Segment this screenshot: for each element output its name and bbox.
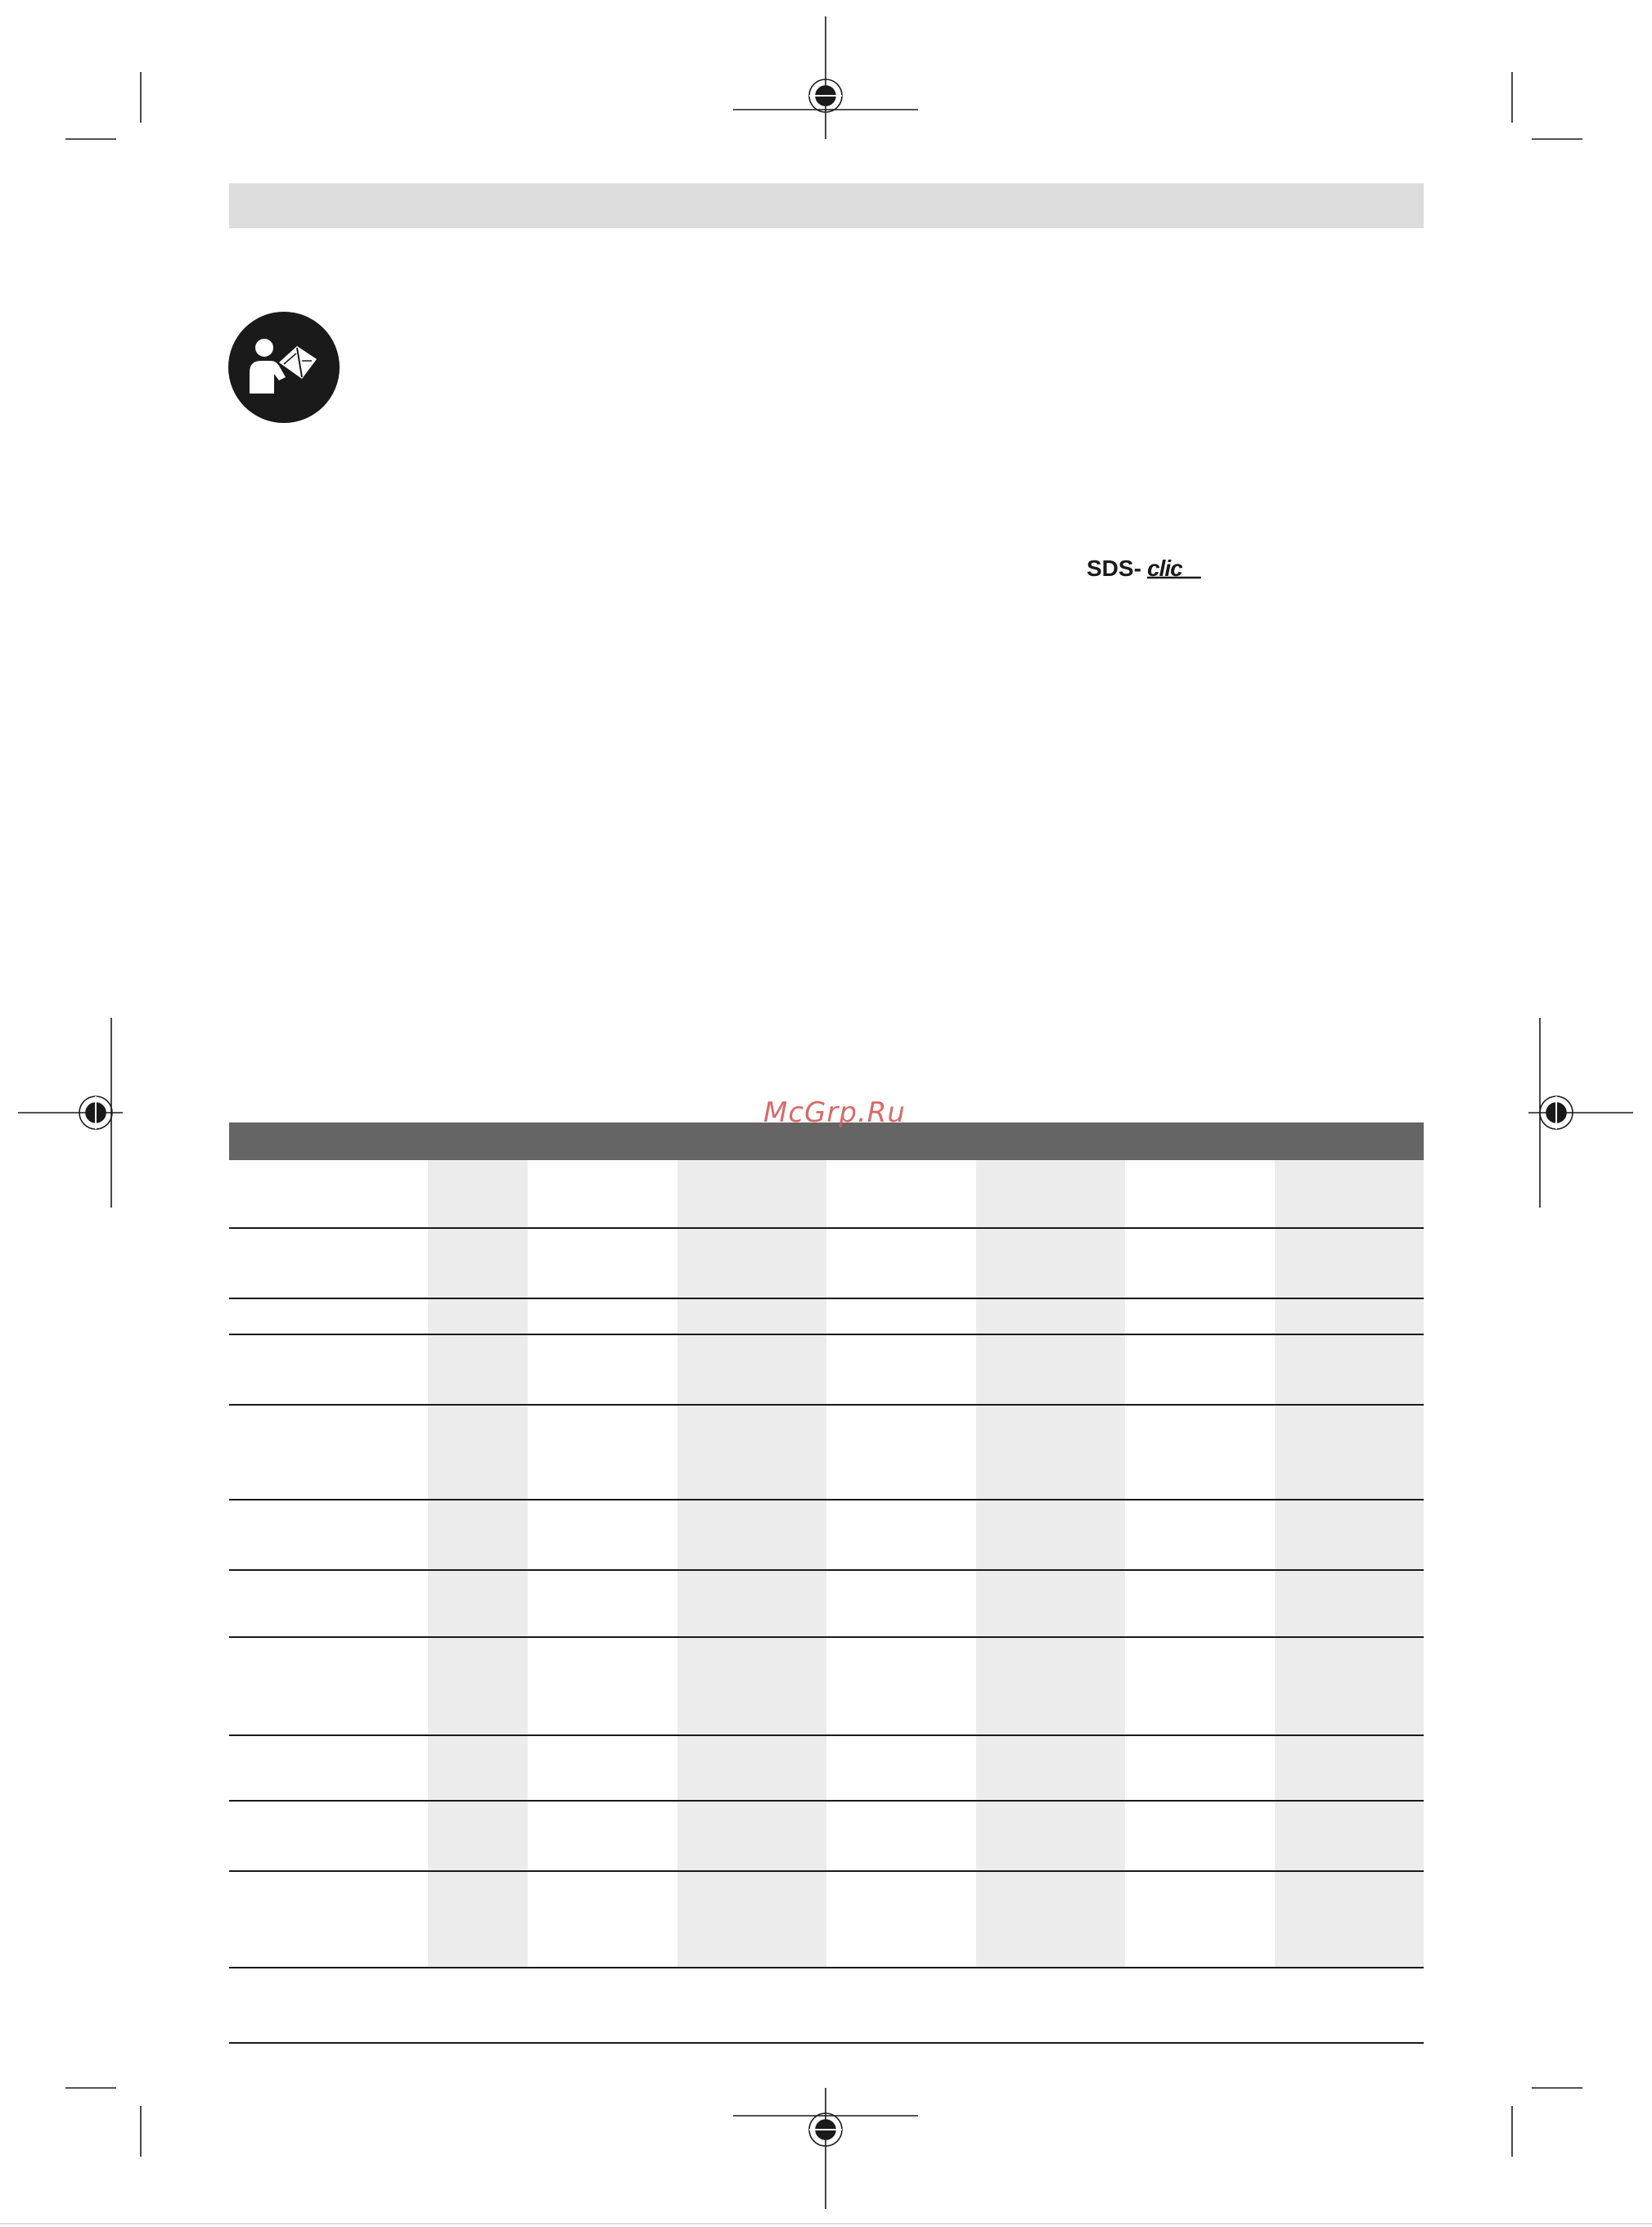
table-row-rule xyxy=(229,1870,1424,1872)
table-column-shade xyxy=(976,1160,1125,1968)
page-header-band xyxy=(229,183,1424,228)
registration-crosshair-icon-left xyxy=(18,1018,123,1208)
table-row-rule xyxy=(229,1569,1424,1571)
svg-text:clic: clic xyxy=(1147,556,1182,581)
table-row-rule xyxy=(229,1404,1424,1406)
table-row-rule xyxy=(229,1334,1424,1335)
table-row-rule xyxy=(229,1298,1424,1299)
table-row-rule xyxy=(229,1636,1424,1638)
registration-crosshair-icon-top xyxy=(733,16,918,139)
table-row-rule xyxy=(229,1499,1424,1500)
watermark-text: McGrp.Ru xyxy=(763,1096,906,1129)
footer-rule xyxy=(229,2042,1424,2044)
sds-clic-logo xyxy=(1087,550,1203,586)
registration-crosshair-icon-right xyxy=(1528,1018,1633,1208)
table-column-shade xyxy=(1275,1160,1424,1968)
svg-text:SDS-: SDS- xyxy=(1087,556,1141,581)
table-column-shade xyxy=(428,1160,528,1968)
technical-data-table xyxy=(229,1160,1424,1968)
table-row-rule xyxy=(229,1227,1424,1229)
registration-crosshair-icon-bottom xyxy=(733,2088,918,2209)
table-row-rule xyxy=(229,1800,1424,1802)
table-row-rule xyxy=(229,1734,1424,1736)
table-column-shade xyxy=(677,1160,826,1968)
read-instruction-manual-icon xyxy=(228,312,340,423)
table-row-rule xyxy=(229,1967,1424,1968)
